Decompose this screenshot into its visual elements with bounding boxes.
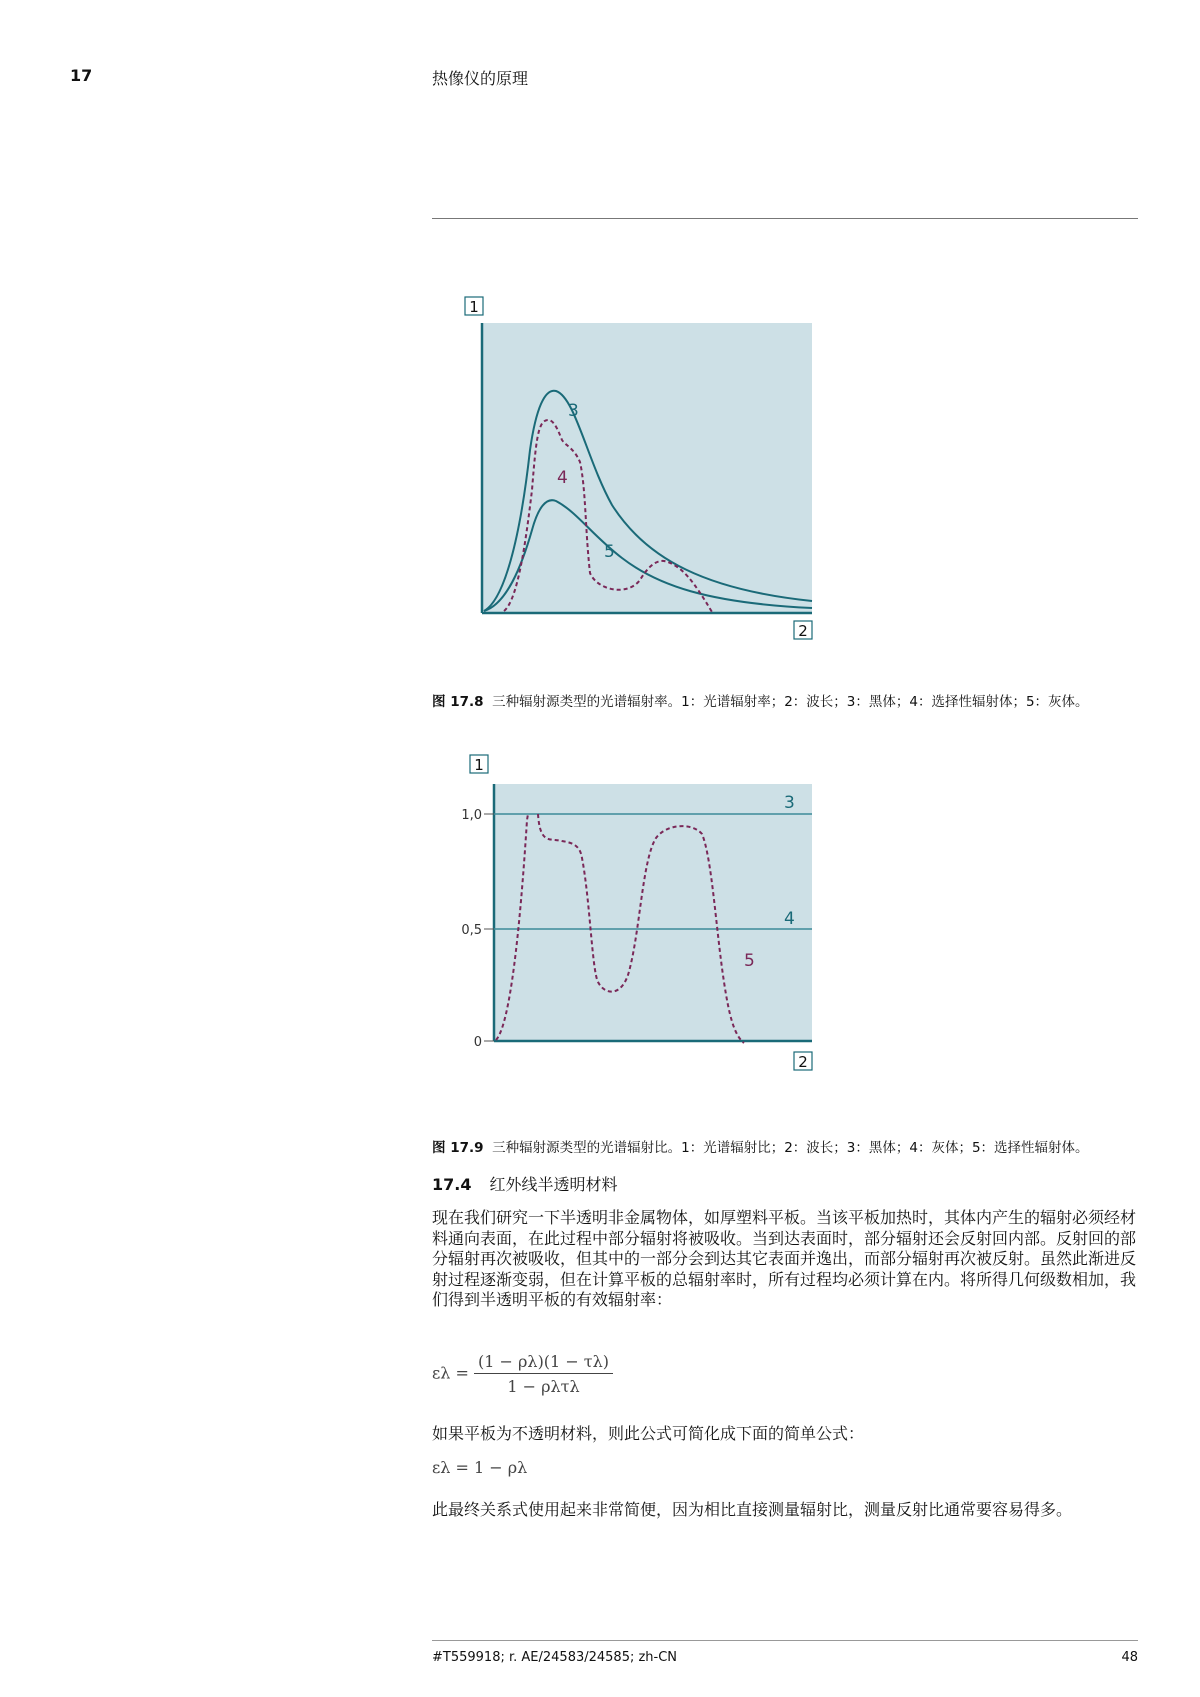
formula-effective-emissivity <box>432 1352 613 1396</box>
figure-spectral-emissivity <box>432 750 832 1100</box>
footer-rule <box>432 1640 1138 1641</box>
section-number: 17.4 <box>432 1175 472 1194</box>
ytick-label-1: 1,0 <box>461 808 482 823</box>
formula-denominator: 1 − ρλτλ <box>507 1377 580 1396</box>
curve-label-blackbody: 3 <box>784 793 795 813</box>
y-axis-label: 1 <box>474 756 484 774</box>
page-number: 48 <box>1121 1650 1138 1665</box>
ytick-label-0: 0 <box>473 1035 482 1050</box>
section-heading <box>432 1172 618 1195</box>
formula-numerator: (1 − ρλ)(1 − τλ) <box>474 1352 613 1374</box>
y-axis-label: 1 <box>469 298 479 316</box>
figure-spectral-radiance <box>432 290 832 670</box>
curve-label-selective: 5 <box>744 951 755 971</box>
curve-label-greybody: 5 <box>604 542 615 562</box>
x-axis-label: 2 <box>798 622 808 640</box>
formula-fraction <box>474 1352 613 1396</box>
figure-caption-text: 三种辐射源类型的光谱辐射率。1：光谱辐射率；2：波长；3：黑体；4：选择性辐射体；5：灰体。 <box>492 694 1089 710</box>
figure-number: 图 17.9 <box>432 1140 484 1156</box>
curve-label-blackbody: 3 <box>568 401 579 421</box>
figure-number: 图 17.8 <box>432 694 484 710</box>
curve-label-selective: 4 <box>557 468 568 488</box>
header-rule <box>432 218 1138 219</box>
chapter-title: 热像仪的原理 <box>432 69 529 88</box>
figure-caption-17-9 <box>432 1136 1089 1156</box>
section-title: 红外线半透明材料 <box>489 1175 618 1194</box>
paragraph-opaque: 如果平板为不透明材料，则此公式可简化成下面的简单公式： <box>432 1424 865 1443</box>
chapter-number: 17 <box>70 66 93 85</box>
footer-document-id: #T559918; r. AE/24583/24585; zh-CN <box>432 1650 678 1665</box>
plot-background <box>494 784 812 1040</box>
x-axis-label: 2 <box>798 1053 808 1071</box>
formula-opaque: ελ = 1 − ρλ <box>432 1458 528 1477</box>
ytick-label-05: 0,5 <box>461 923 482 938</box>
paragraph-conclusion: 此最终关系式使用起来非常简便，因为相比直接测量辐射比，测量反射比通常要容易得多。 <box>432 1500 1073 1519</box>
paragraph-intro: 现在我们研究一下半透明非金属物体，如厚塑料平板。当该平板加热时，其体内产生的辐射必须经材料通向表面，在此过程中部分辐射将被吸收。当到达表面时，部分辐射还会反射回内部。反射回的部分辐射再次被吸收，但其中的一部分会到达其它表面并逸出，而部分辐射再次被反射。虽然此渐进反射过程逐渐变弱，但在计算平板的总辐射率时，所有过程均必须计算在内。将所得几何级数相加，我们得到半透明平板的有效辐射率： <box>432 1208 1137 1309</box>
curve-label-greybody: 4 <box>784 909 795 929</box>
figure-caption-17-8 <box>432 690 1089 710</box>
figure-caption-text: 三种辐射源类型的光谱辐射比。1：光谱辐射比；2：波长；3：黑体；4：灰体；5：选择性辐射体。 <box>492 1140 1089 1156</box>
formula-lhs: ελ = <box>432 1363 469 1383</box>
